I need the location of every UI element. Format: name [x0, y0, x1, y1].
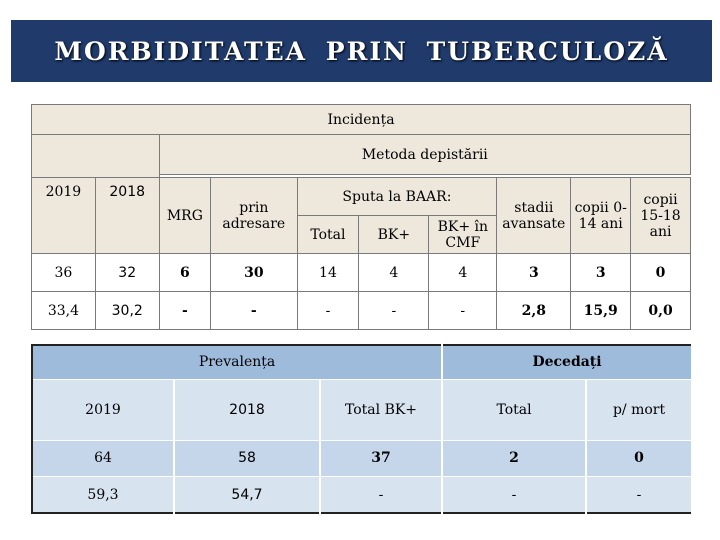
cell: -: [359, 292, 429, 330]
cell: 59,3: [32, 477, 174, 513]
cell: 30: [211, 254, 297, 292]
cell: 6: [159, 254, 210, 292]
cell: 37: [320, 440, 442, 476]
prevalence-header: Prevalența: [32, 345, 442, 379]
mrg-header: MRG: [159, 178, 210, 254]
years-header-cell: [32, 135, 160, 178]
cell: 2: [442, 440, 586, 476]
cell: 54,7: [174, 477, 320, 513]
cell: 3: [497, 254, 571, 292]
sputa-total-header: Total: [297, 216, 359, 254]
deaths-per-mort-header: p/ mort: [586, 379, 692, 440]
year-2019-header: 2019: [32, 178, 96, 254]
cell: 30,2: [95, 292, 159, 330]
method-header-label: Metoda depistării: [361, 146, 488, 163]
table-row: [32, 292, 691, 330]
cell: -: [320, 477, 442, 513]
page-title: MORBIDITATEA PRIN TUBERCULOZĂ: [54, 36, 669, 66]
incidence-header-label: Incidența: [327, 111, 395, 128]
method-header: [159, 135, 690, 175]
cell: 14: [297, 254, 359, 292]
copii-15-18-header: copii 15-18 ani: [631, 178, 691, 254]
sputa-bk-cmf-header: BK+ în CMF: [429, 216, 497, 254]
cell: -: [429, 292, 497, 330]
sputa-header: Sputa la BAAR:: [297, 178, 497, 216]
cell: -: [586, 477, 692, 513]
prev-total-bk-header: Total BK+: [320, 379, 442, 440]
cell: -: [297, 292, 359, 330]
cell: -: [442, 477, 586, 513]
table-row: [32, 254, 691, 292]
incidence-table: [31, 104, 691, 330]
deaths-header: Decedați: [442, 345, 692, 379]
cell: 3: [571, 254, 631, 292]
cell: 36: [32, 254, 96, 292]
cell: 58: [174, 440, 320, 476]
copii-0-14-header: copii 0-14 ani: [571, 178, 631, 254]
cell: 32: [95, 254, 159, 292]
deaths-total-header: Total: [442, 379, 586, 440]
incidence-header: [32, 105, 691, 135]
stadii-avansate-header: stadii avansate: [497, 178, 571, 254]
cell: -: [211, 292, 297, 330]
cell: 4: [359, 254, 429, 292]
table-row: [32, 477, 692, 513]
title-banner: [11, 20, 712, 82]
cell: 64: [32, 440, 174, 476]
table-row: [32, 440, 692, 476]
cell: 0: [631, 254, 691, 292]
cell: -: [159, 292, 210, 330]
cell: 4: [429, 254, 497, 292]
cell: 2,8: [497, 292, 571, 330]
cell: 0,0: [631, 292, 691, 330]
cell: 0: [586, 440, 692, 476]
year-2018-header: 2018: [95, 178, 159, 254]
prevalence-deaths-table: [31, 344, 693, 514]
cell: 33,4: [32, 292, 96, 330]
prin-adresare-header: prin adresare: [211, 178, 297, 254]
prev-2019-header: 2019: [32, 379, 174, 440]
sputa-bk-header: BK+: [359, 216, 429, 254]
prev-2018-header: 2018: [174, 379, 320, 440]
cell: 15,9: [571, 292, 631, 330]
